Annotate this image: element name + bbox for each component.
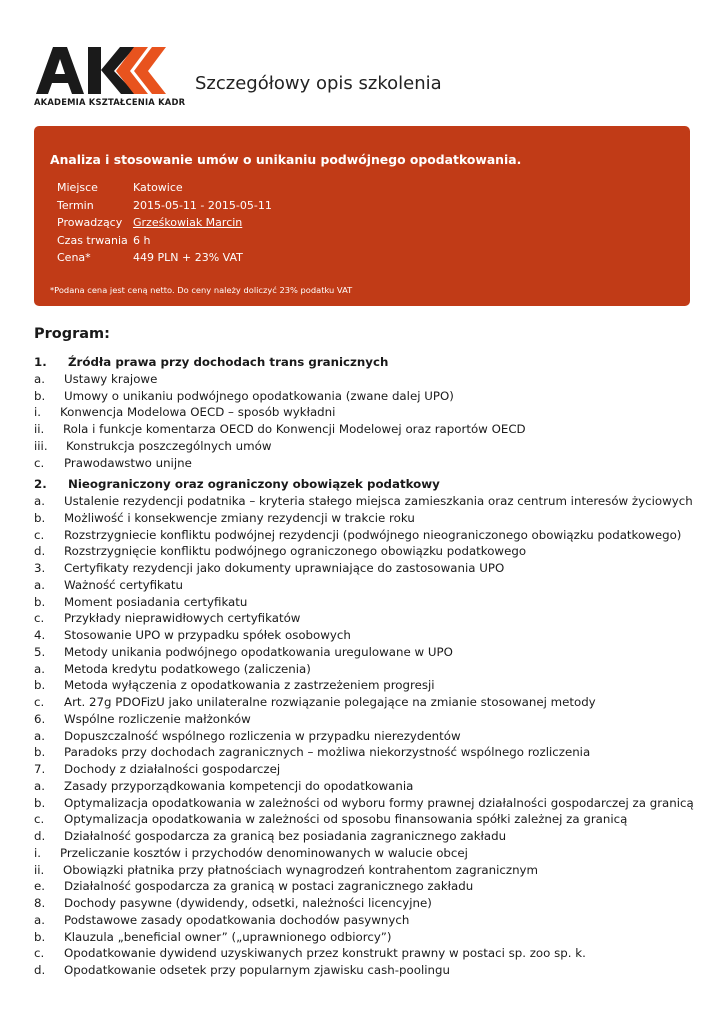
detail-row-location xyxy=(57,179,272,197)
detail-value-location: Katowice xyxy=(133,181,183,194)
price-footnote: *Podana cena jest ceną netto. Do ceny należy doliczyć 23% podatku VAT xyxy=(50,285,353,295)
item-marker: a. xyxy=(34,778,45,793)
item-marker: b. xyxy=(34,745,46,760)
item-marker: 5. xyxy=(34,644,46,659)
detail-value-date: 2015-05-11 - 2015-05-11 xyxy=(133,198,272,212)
item-text: Zasady przyporządkowania kompetencji do opodatkowania xyxy=(64,778,414,793)
item-marker: d. xyxy=(34,829,46,843)
detail-label: Cena* xyxy=(57,251,91,264)
item-marker: c. xyxy=(34,946,45,961)
item-marker: a. xyxy=(34,577,45,592)
program-item xyxy=(34,828,694,845)
item-text: Ważność certyfikatu xyxy=(64,577,183,592)
program-item xyxy=(34,438,694,455)
program-item xyxy=(34,577,694,594)
item-marker: 6. xyxy=(34,711,46,726)
program-item xyxy=(34,929,694,946)
program-item xyxy=(34,744,694,761)
item-text: Metoda kredytu podatkowego (zaliczenia) xyxy=(64,661,311,676)
program-item xyxy=(34,388,694,405)
item-text: Przykłady nieprawidłowych certyfikatów xyxy=(64,611,301,626)
program-item xyxy=(34,862,694,879)
item-marker: iii. xyxy=(34,438,48,453)
program-list xyxy=(34,352,694,979)
program-item xyxy=(34,728,694,745)
item-marker: d. xyxy=(34,963,46,977)
item-marker: b. xyxy=(34,678,46,693)
item-text: Opodatkowanie odsetek przy popularnym zjawisku cash-poolingu xyxy=(64,963,450,977)
program-item xyxy=(34,711,694,728)
program-item xyxy=(34,455,694,472)
item-marker: b. xyxy=(34,795,46,810)
program-item xyxy=(34,778,694,795)
detail-label: Czas trwania xyxy=(57,233,128,247)
program-item xyxy=(34,845,694,862)
detail-value-price: 449 PLN + 23% VAT xyxy=(133,251,243,264)
item-text: Dopuszczalność wspólnego rozliczenia w przypadku nierezydentów xyxy=(64,728,461,743)
program-item xyxy=(34,661,694,678)
item-marker: 7. xyxy=(34,762,46,776)
item-marker: a. xyxy=(34,728,45,743)
course-details xyxy=(57,179,272,267)
instructor-link[interactable]: Grześkowiak Marcin xyxy=(133,216,243,229)
item-marker: i. xyxy=(34,405,42,420)
program-section xyxy=(34,476,694,493)
item-marker: e. xyxy=(34,879,46,894)
item-marker: a. xyxy=(34,912,45,927)
item-text: Rozstrzygniecie konfliktu podwójnej rezydencji (podwójnego nieograniczonego obowiązku podatkowego) xyxy=(64,527,682,542)
item-marker: ii. xyxy=(34,862,45,877)
program-item xyxy=(34,421,694,438)
item-text: Metoda wyłączenia z opodatkowania z zastrzeżeniem progresji xyxy=(64,678,435,693)
item-text: Moment posiadania certyfikatu xyxy=(64,594,248,609)
program-item xyxy=(34,677,694,694)
program-item xyxy=(34,610,694,627)
detail-label: Prowadzący xyxy=(57,216,123,229)
program-item xyxy=(34,694,694,711)
logo-subtitle: AKADEMIA KSZTAŁCENIA KADR xyxy=(34,97,186,107)
item-text: Działalność gospodarcza za granicą bez posiadania zagranicznego zakładu xyxy=(64,829,507,843)
item-text: Dochody z działalności gospodarczej xyxy=(64,762,281,776)
item-text: Paradoks przy dochodach zagranicznych – możliwa niekorzystność wspólnego rozliczenia xyxy=(64,745,591,760)
item-marker: c. xyxy=(34,455,45,470)
item-marker: a. xyxy=(34,371,45,386)
item-marker: b. xyxy=(34,594,46,609)
program-item xyxy=(34,644,694,661)
item-text: Klauzula „beneficial owner” („uprawnionego odbiorcy”) xyxy=(64,929,392,944)
item-marker: a. xyxy=(34,661,45,676)
program-item xyxy=(34,627,694,644)
page-title: Szczegółowy opis szkolenia xyxy=(195,73,442,94)
detail-label: Miejsce xyxy=(57,181,98,194)
item-marker: d. xyxy=(34,544,46,559)
detail-row-duration xyxy=(57,232,272,250)
akk-logo xyxy=(34,44,186,114)
item-text: Optymalizacja opodatkowania w zależności od wyboru formy prawnej działalności gospodarczej za granicą xyxy=(64,795,694,810)
item-marker: c. xyxy=(34,527,45,542)
program-item xyxy=(34,560,694,577)
course-summary-box xyxy=(34,126,690,306)
item-text: Metody unikania podwójnego opodatkowania uregulowane w UPO xyxy=(64,644,453,659)
item-text: Źródła prawa przy dochodach trans granicznych xyxy=(68,355,389,369)
item-text: Nieograniczony oraz ograniczony obowiązek podatkowy xyxy=(68,477,440,492)
program-item xyxy=(34,371,694,388)
detail-row-instructor xyxy=(57,214,272,232)
program-heading: Program: xyxy=(34,326,110,342)
item-marker: 4. xyxy=(34,628,46,642)
program-item xyxy=(34,594,694,611)
item-text: Rola i funkcje komentarza OECD do Konwencji Modelowej oraz raportów OECD xyxy=(63,422,526,436)
detail-row-price xyxy=(57,249,272,267)
item-text: Opodatkowanie dywidend uzyskiwanych przez konstrukt prawny w postaci sp. zoo sp. k. xyxy=(64,946,586,961)
item-text: Wspólne rozliczenie małżonków xyxy=(64,711,251,726)
item-marker: b. xyxy=(34,388,46,403)
item-marker: 8. xyxy=(34,896,46,910)
logo-mark-icon xyxy=(34,44,174,96)
item-text: Działalność gospodarcza za granicą w postaci zagranicznego zakładu xyxy=(64,879,474,894)
program-item xyxy=(34,404,694,421)
program-item xyxy=(34,761,694,778)
item-text: Umowy o unikaniu podwójnego opodatkowania (zwane dalej UPO) xyxy=(64,388,454,403)
item-text: Rozstrzygnięcie konfliktu podwójnego ograniczonego obowiązku podatkowego xyxy=(64,544,527,559)
item-marker: c. xyxy=(34,695,45,709)
item-text: Konstrukcja poszczególnych umów xyxy=(66,438,272,453)
item-text: Podstawowe zasady opodatkowania dochodów pasywnych xyxy=(64,912,410,927)
program-item xyxy=(34,493,694,510)
item-marker: 1. xyxy=(34,355,47,369)
item-text: Możliwość i konsekwencje zmiany rezydencji w trakcie roku xyxy=(64,510,415,525)
item-marker: b. xyxy=(34,929,46,944)
item-marker: c. xyxy=(34,611,45,626)
program-item xyxy=(34,895,694,912)
item-text: Prawodawstwo unijne xyxy=(64,455,192,470)
item-marker: 2. xyxy=(34,477,47,492)
item-marker: c. xyxy=(34,812,45,827)
program-item xyxy=(34,527,694,544)
item-marker: 3. xyxy=(34,561,46,575)
item-text: Obowiązki płatnika przy płatnościach wynagrodzeń kontrahentom zagranicznym xyxy=(63,862,539,877)
item-text: Konwencja Modelowa OECD – sposób wykładni xyxy=(60,405,336,420)
program-item xyxy=(34,945,694,962)
course-title: Analiza i stosowanie umów o unikaniu podwójnego opodatkowania. xyxy=(50,152,522,167)
item-text: Optymalizacja opodatkowania w zależności od sposobu finansowania spółki zależnej za granicą xyxy=(64,812,628,827)
detail-label: Termin xyxy=(57,198,94,212)
item-text: Przeliczanie kosztów i przychodów denominowanych w walucie obcej xyxy=(60,845,468,860)
program-item xyxy=(34,811,694,828)
detail-row-date xyxy=(57,197,272,215)
program-item xyxy=(34,912,694,929)
program-item xyxy=(34,878,694,895)
item-text: Certyfikaty rezydencji jako dokumenty uprawniające do zastosowania UPO xyxy=(64,561,505,575)
program-item xyxy=(34,962,694,979)
program-item xyxy=(34,795,694,812)
item-marker: i. xyxy=(34,845,42,860)
item-text: Dochody pasywne (dywidendy, odsetki, należności licencyjne) xyxy=(64,896,432,910)
item-text: Ustalenie rezydencji podatnika – kryteria stałego miejsca zamieszkania oraz centrum interesów życiowych xyxy=(64,494,693,508)
item-marker: ii. xyxy=(34,422,45,436)
item-text: Art. 27g PDOFizU jako unilateralne rozwiązanie polegające na zmianie stosowanej metody xyxy=(64,695,596,709)
item-text: Stosowanie UPO w przypadku spółek osobowych xyxy=(64,628,351,642)
program-item xyxy=(34,543,694,560)
program-section xyxy=(34,354,694,371)
detail-value-duration: 6 h xyxy=(133,233,151,247)
item-marker: a. xyxy=(34,494,45,508)
program-item xyxy=(34,510,694,527)
item-text: Ustawy krajowe xyxy=(64,371,158,386)
item-marker: b. xyxy=(34,510,46,525)
